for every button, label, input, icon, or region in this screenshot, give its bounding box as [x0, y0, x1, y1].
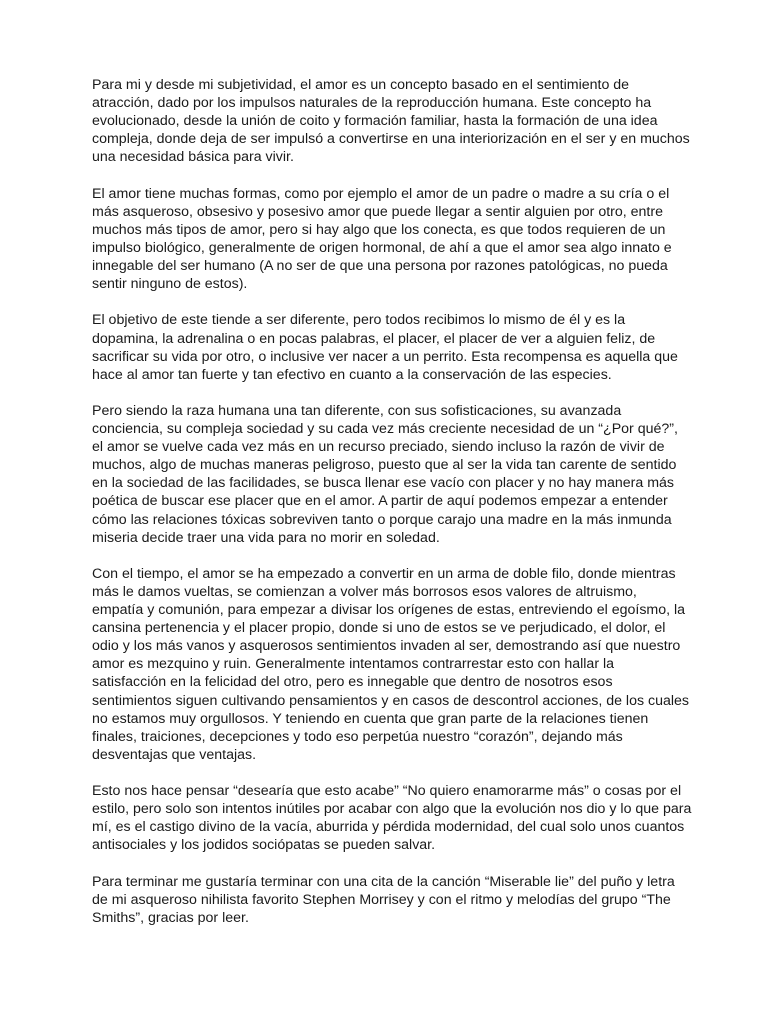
paragraph-6: Esto nos hace pensar “desearía que esto acabe” “No quiero enamorarme más” o cosas por el estilo, pero solo son intentos inútiles por acabar con algo que la evolución nos dio y lo que para mí, es el castigo divino de la vacía, aburrida y pérdida modernidad, del cual solo unos cuantos antisociales y los jodidos sociópatas se pueden salvar. — [92, 783, 692, 854]
paragraph-3: El objetivo de este tiende a ser diferente, pero todos recibimos lo mismo de él y es la dopamina, la adrenalina o en pocas palabras, el placer, el placer de ver a alguien feliz, de sacrificar su vida por otro, o inclusive ver nacer a un perrito. Esta recompensa es aquella que hace al amor tan fuerte y tan efectivo en cuanto a la conservación de las especies. — [92, 312, 678, 383]
document-body — [92, 76, 692, 927]
paragraph-7: Para terminar me gustaría terminar con una cita de la canción “Miserable lie” del puño y letra de mi asqueroso nihilista favorito Stephen Morrisey y con el ritmo y melodías del grupo “The Smiths”, gracias por leer. — [92, 873, 675, 926]
paragraph-4: Pero siendo la raza humana una tan diferente, con sus sofisticaciones, su avanzada conciencia, su compleja sociedad y su cada vez más creciente necesidad de un “¿Por qué?”, el amor se vuelve cada vez más en un recurso preciado, siendo incluso la razón de vivir de muchos, algo de muchas maneras peligroso, puesto que al ser la vida tan carente de sentido en la sociedad de las facilidades, se busca llenar ese vacío con placer y no hay manera más poética de buscar ese placer que en el amor. A partir de aquí podemos empezar a entender cómo las relaciones tóxicas sobreviven tanto o porque carajo una madre en la más inmunda miseria decide traer una vida para no morir en soledad. — [92, 402, 678, 546]
paragraph-5: Con el tiempo, el amor se ha empezado a convertir en un arma de doble filo, donde mientras más le damos vueltas, se comienzan a volver más borrosos esos valores de altruismo, empatía y comunión, para empezar a divisar los orígenes de estas, entreviendo el egoísmo, la cansina pertenencia y el placer propio, donde si uno de estos se ve perjudicado, el dolor, el odio y los más vanos y asquerosos sentimientos invaden al ser, demostrando así que nuestro amor es mezquino y ruin. Generalmente intentamos contrarrestar esto con hallar la satisfacción en la felicidad del otro, pero es innegable que dentro de nosotros esos sentimientos siguen cultivando pensamientos y en casos de descontrol acciones, de los cuales no estamos muy orgullosos. Y teniendo en cuenta que gran parte de la relaciones tienen finales, traiciones, decepciones y todo eso perpetúa nuestro “corazón”, dejando más desventajas que ventajas. — [92, 565, 690, 763]
paragraph-2: El amor tiene muchas formas, como por ejemplo el amor de un padre o madre a su cría o el más asqueroso, obsesivo y posesivo amor que puede llegar a sentir alguien por otro, entre muchos más tipos de amor, pero si hay algo que los conecta, es que todos requieren de un impulso biológico, generalmente de origen hormonal, de ahí a que el amor sea algo innato e innegable del ser humano (A no ser de que una persona por razones patológicas, no pueda sentir ninguno de estos). — [92, 185, 672, 293]
paragraph-1: Para mi y desde mi subjetividad, el amor es un concepto basado en el sentimiento de atracción, dado por los impulsos naturales de la reproducción humana. Este concepto ha evolucionado, desde la unión de coito y formación familiar, hasta la formación de una idea compleja, donde deja de ser impulsó a convertirse en una interiorización en el ser y en muchos una necesidad básica para vivir. — [92, 77, 690, 166]
